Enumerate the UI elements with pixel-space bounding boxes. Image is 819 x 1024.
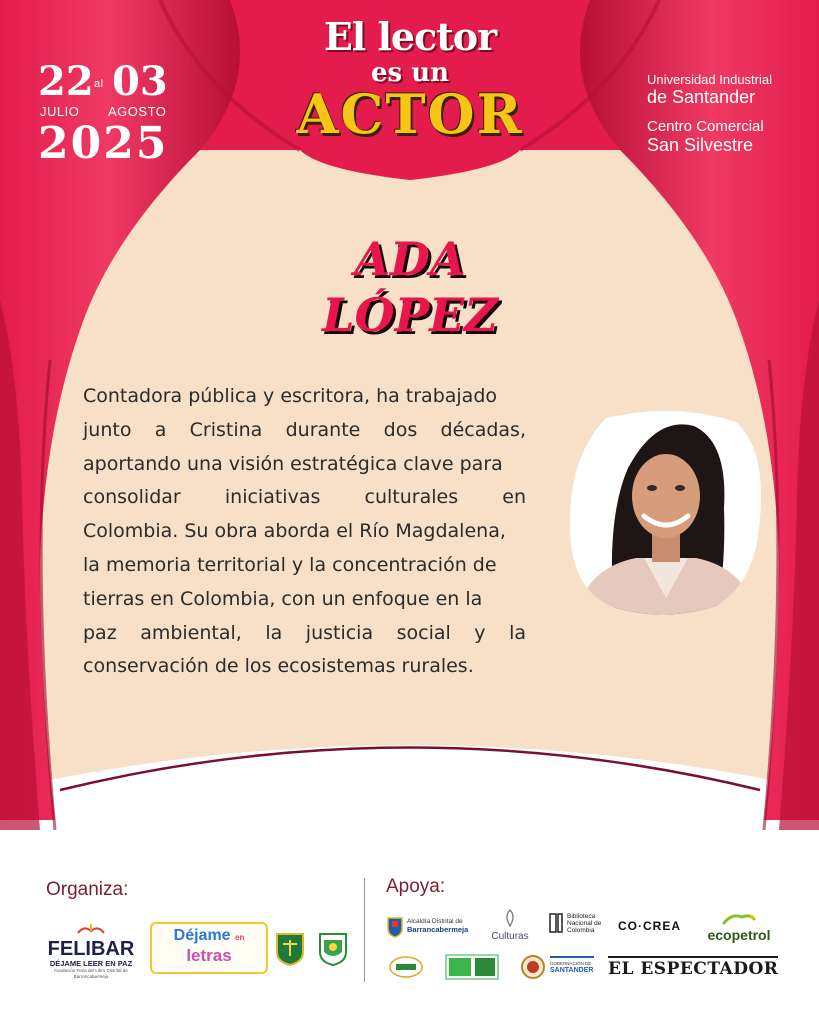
speaker-name-line1: ADA	[354, 232, 466, 286]
bio-line: Colombia. Su obra aborda el Río Magdalena,	[83, 520, 506, 543]
venue-ss-line2: San Silvestre	[647, 135, 754, 155]
el-espectador-logo: EL ESPECTADOR	[608, 956, 778, 979]
dejame-line3: letras	[186, 946, 232, 965]
bio-line: consolidar iniciativas culturales en	[83, 486, 526, 509]
alcaldia-logo	[386, 914, 478, 938]
bio-line: Contadora pública y escritora, ha trabajado	[83, 385, 498, 407]
biblioteca-logo	[548, 912, 608, 934]
bio-line: aportando una visión estratégica clave para	[83, 452, 503, 475]
alcaldia-line2: Barrancabermeja	[407, 925, 469, 934]
coat-of-arms-icon	[386, 914, 404, 938]
venue-uis-line2: de Santander	[647, 87, 756, 107]
university-logo	[445, 954, 499, 980]
date-connector: al	[94, 78, 104, 90]
date-year: 2025	[38, 118, 169, 169]
bio-line: la memoria territorial y la concentración de	[83, 553, 497, 576]
dejame-en-letras-logo	[150, 922, 268, 974]
culturas-logo	[486, 908, 534, 942]
alcaldia-line1: Alcaldía Distrital de	[407, 918, 463, 925]
iguana-icon	[722, 911, 756, 925]
dejame-line1: Déjame	[173, 927, 231, 944]
felibar-slogan: DÉJAME LEER EN PAZ	[49, 959, 133, 968]
library-icon	[548, 912, 564, 934]
ecopetrol-logo	[697, 910, 781, 941]
event-title-line3: ACTOR	[296, 82, 524, 146]
school-shield-icon	[275, 932, 305, 966]
felibar-logo	[44, 920, 138, 980]
biblioteca-line2: Nacional de	[567, 919, 602, 927]
culturas-name: Culturas	[491, 931, 529, 942]
bio-line: tierras en Colombia, con un enfoque en la	[83, 587, 483, 610]
bio-line: paz ambiental, la justicia social y la	[83, 621, 526, 644]
culturas-icon	[500, 908, 520, 928]
bio-line: junto a Cristina durante dos décadas,	[83, 418, 526, 441]
venue-uis	[647, 72, 779, 108]
organiza-label: Organiza:	[46, 879, 129, 900]
gobernacion-line2: SANTANDER	[550, 967, 594, 974]
bio-line: conservación de los ecosistemas rurales.	[83, 655, 474, 678]
venue-san-silvestre	[647, 118, 779, 156]
event-title-line2: es un	[370, 58, 450, 88]
speaker-bio	[83, 380, 526, 684]
speaker-photo	[566, 408, 762, 616]
institution-shield-icon	[318, 932, 348, 966]
cocrea-logo: CO·CREA	[618, 919, 681, 933]
footer-divider	[364, 878, 365, 982]
date-start-day: 22	[38, 58, 94, 105]
san-silvestre-logo	[388, 955, 424, 979]
biblioteca-line1: Biblioteca	[567, 912, 596, 920]
seal-icon	[520, 954, 546, 980]
date-start-month: JULIO	[40, 104, 80, 119]
gobernacion-logo	[550, 956, 594, 974]
speaker-name-line2: LÓPEZ	[322, 288, 498, 342]
venue-uis-line1: Universidad Industrial	[647, 72, 773, 87]
dejame-line2: en	[235, 933, 245, 942]
ecopetrol-name: ecopetrol	[707, 927, 771, 943]
gobernacion-line1: GOBERNACIÓN DE	[550, 961, 592, 966]
apoya-label: Apoya:	[386, 876, 446, 897]
felibar-caption: Fundación Feria del Libro Distrital de Barrancabermeja	[54, 968, 128, 979]
felibar-name: FELIBAR	[47, 938, 135, 960]
venue-ss-line1: Centro Comercial	[647, 118, 764, 135]
biblioteca-line3: Colombia	[567, 926, 595, 934]
date-end-day: 03	[112, 58, 168, 105]
event-title-line1: El lector	[323, 14, 497, 59]
date-end-month: AGOSTO	[108, 104, 167, 119]
book-icon	[76, 921, 106, 935]
